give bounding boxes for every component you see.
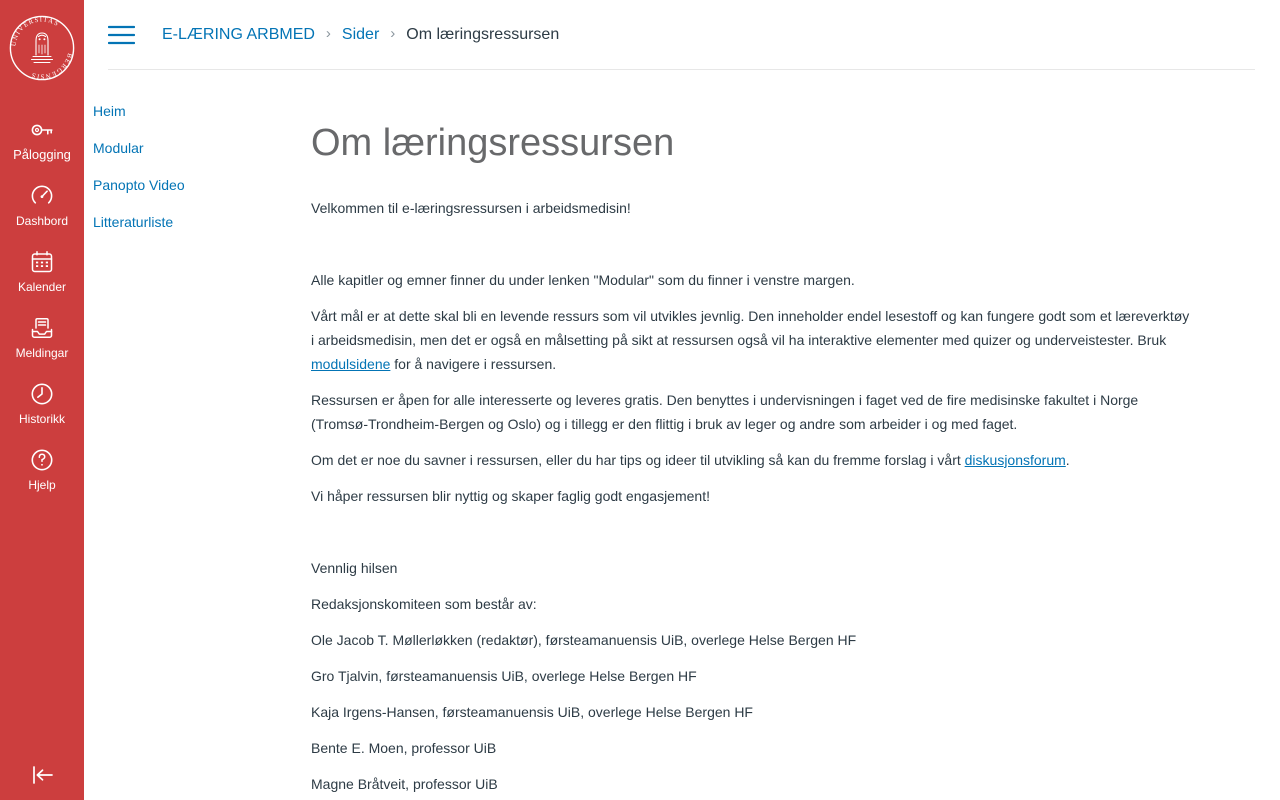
global-nav-item-palogging[interactable] — [0, 107, 84, 173]
paragraph — [311, 736, 1191, 760]
main-area — [84, 0, 1280, 800]
paragraph-text: Vennlig hilsen — [311, 559, 398, 576]
paragraph — [311, 484, 1191, 508]
paragraph-text: Ressursen er åpen for alle interesserte og leveres gratis. Den benyttes i undervisningen i faget ved de fire medisinske fakultet i Norge (Tromsø-Trondheim-Bergen og Oslo) og i tillegg er den flittig i bruk av leger og andre som arbeider i og med faget. — [311, 391, 1139, 432]
svg-text:BERGENSIS: BERGENSIS — [29, 52, 73, 80]
content-row — [84, 70, 1280, 800]
course-nav-item-litteraturliste[interactable]: Litteraturliste — [93, 214, 174, 230]
paragraph — [311, 628, 1191, 652]
paragraph — [311, 592, 1191, 616]
calendar-icon — [29, 249, 55, 275]
key-icon — [29, 117, 55, 143]
dashboard-gauge-icon — [29, 183, 55, 209]
course-nav-item-panopto-video[interactable]: Panopto Video — [93, 177, 185, 193]
page-body — [311, 196, 1191, 796]
paragraph-text: Vårt mål er at dette skal bli en levende ressurs som vil utvikles jevnlig. Den inneholder endel lesestoff og kan fungere godt som et læreverktøy i arbeidsmedisin, men det er også en målsetting på sikt at ressursen også vil ha interaktive elementer med quizer og underveistester. Bruk — [311, 307, 1190, 348]
top-bar — [108, 0, 1255, 70]
breadcrumb — [162, 26, 559, 44]
paragraph — [311, 556, 1191, 580]
breadcrumb-course-link[interactable]: E-LÆRING ARBMED — [162, 25, 315, 43]
blank-paragraph — [311, 520, 1191, 544]
global-nav-item-historikk[interactable] — [0, 371, 84, 437]
paragraph — [311, 772, 1191, 796]
paragraph-text: Kaja Irgens-Hansen, førsteamanuensis UiB, overlege Helse Bergen HF — [311, 703, 753, 720]
hamburger-menu-button[interactable] — [108, 25, 135, 45]
blank-paragraph — [311, 232, 1191, 256]
paragraph-text: Vi håper ressursen blir nyttig og skaper faglig godt engasjement! — [311, 487, 710, 504]
global-nav-label: Dashbord — [15, 214, 69, 228]
paragraph-text: Redaksjonskomiteen som består av: — [311, 595, 537, 612]
breadcrumb-current-page: Om læringsressursen — [406, 25, 560, 43]
breadcrumb-separator: › — [325, 25, 331, 42]
collapse-global-nav-button[interactable] — [22, 758, 62, 792]
inbox-icon — [29, 315, 55, 341]
breadcrumb-sider-link[interactable]: Sider — [341, 25, 380, 43]
global-nav-item-hjelp[interactable] — [0, 437, 84, 503]
paragraph-text: Gro Tjalvin, førsteamanuensis UiB, overlege Helse Bergen HF — [311, 667, 697, 684]
global-nav-label: Hjelp — [28, 478, 56, 492]
course-nav-item-modular[interactable]: Modular — [93, 140, 144, 156]
clock-icon — [29, 381, 55, 407]
global-nav-item-meldingar[interactable] — [0, 305, 84, 371]
global-nav-label: Kalender — [17, 280, 67, 294]
svg-text:UNIVERSITAS: UNIVERSITAS — [10, 16, 61, 47]
paragraph-text: Bente E. Moen, professor UiB — [311, 739, 497, 756]
page-content — [311, 70, 1191, 800]
hamburger-icon — [108, 25, 135, 45]
global-nav-label: Historikk — [18, 412, 65, 426]
paragraph — [311, 388, 1191, 436]
modulsidene-link[interactable]: modulsidene — [311, 355, 391, 372]
arrow-to-left-bar-icon — [26, 762, 58, 788]
global-nav-item-kalender[interactable] — [0, 239, 84, 305]
paragraph — [311, 664, 1191, 688]
paragraph-text: Om det er noe du savner i ressursen, eller du har tips og ideer til utvikling så kan du fremme forslag i vårt — [311, 451, 965, 468]
paragraph-text: . — [1065, 451, 1070, 468]
uib-logo[interactable] — [9, 15, 75, 81]
paragraph-text: Velkommen til e-læringsressursen i arbeidsmedisin! — [311, 199, 631, 216]
paragraph-text: Ole Jacob T. Møllerløkken (redaktør), førsteamanuensis UiB, overlege Helse Bergen HF — [311, 631, 857, 648]
uib-seal-icon — [9, 15, 75, 81]
global-nav-item-dashbord[interactable] — [0, 173, 84, 239]
paragraph-text: Magne Bråtveit, professor UiB — [311, 775, 498, 792]
page-title: Om læringsressursen — [311, 122, 675, 164]
global-nav-sidebar — [0, 0, 84, 800]
paragraph — [311, 700, 1191, 724]
paragraph — [311, 268, 1191, 292]
global-nav-label: Meldingar — [15, 346, 69, 360]
course-nav — [84, 70, 311, 800]
paragraph-text: for å navigere i ressursen. — [390, 355, 557, 372]
course-nav-item-heim[interactable]: Heim — [93, 103, 126, 119]
global-nav-label: Pålogging — [13, 147, 71, 162]
paragraph — [311, 448, 1191, 472]
paragraph — [311, 196, 1191, 220]
global-nav-items — [0, 107, 84, 503]
breadcrumb-separator: › — [390, 25, 396, 42]
question-circle-icon — [29, 447, 55, 473]
paragraph — [311, 304, 1191, 376]
diskusjonsforum-link[interactable]: diskusjonsforum — [964, 451, 1066, 468]
paragraph-text: Alle kapitler og emner finner du under lenken "Modular" som du finner i venstre margen. — [311, 271, 855, 288]
